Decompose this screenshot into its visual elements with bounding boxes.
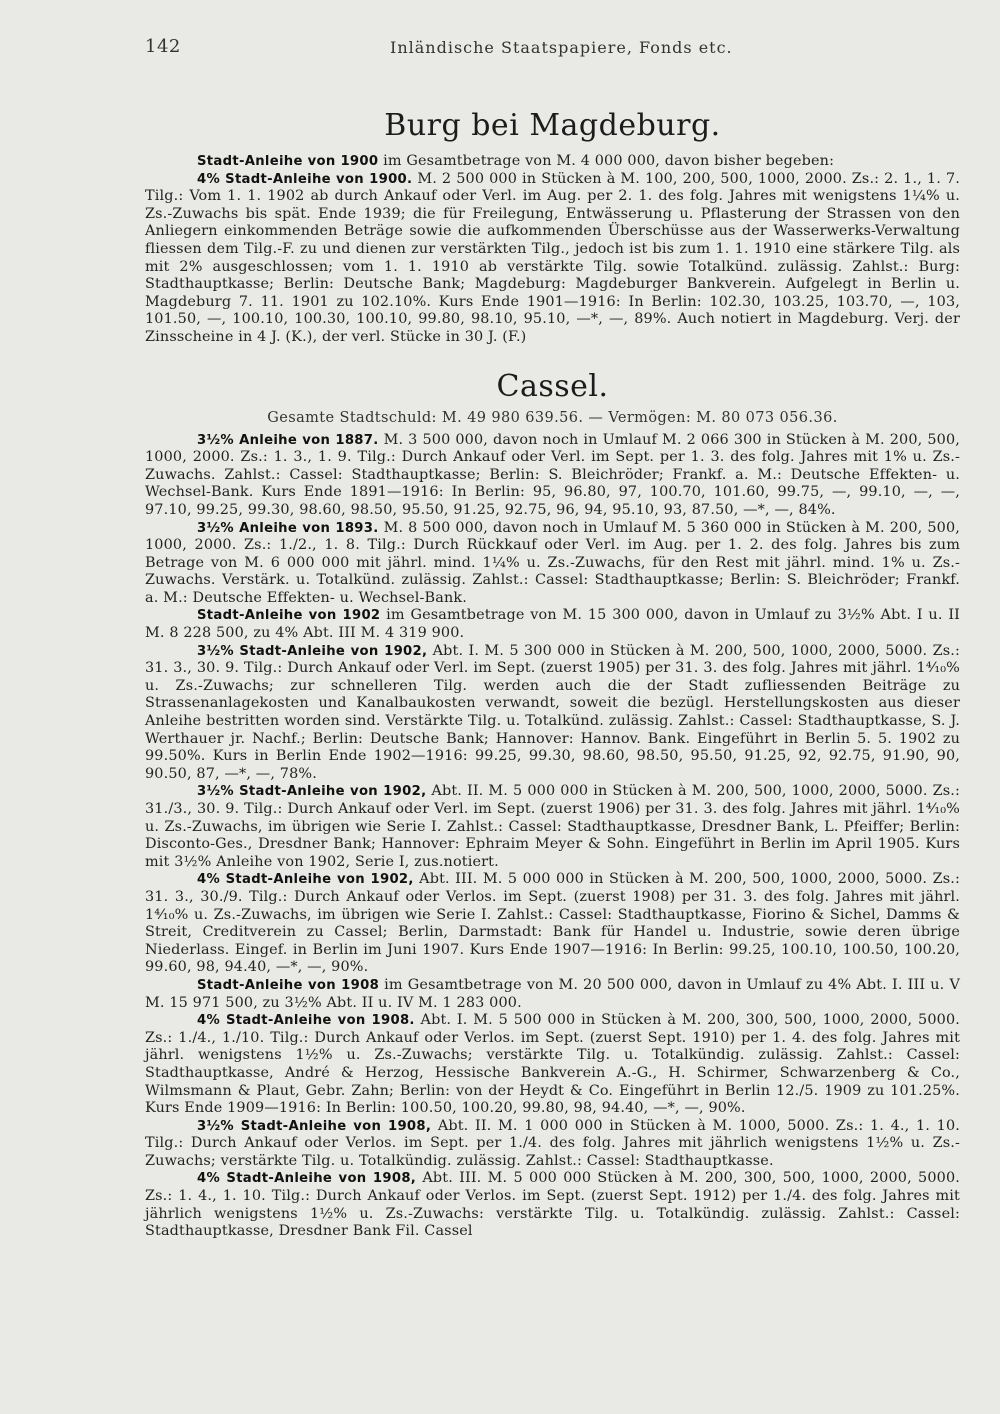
entry-text: M. 2 500 000 in Stücken à M. 100, 200, 500, 1000, 2000. Zs.: 2. 1., 1. 7. Tilg.: Vom 1. 1. 1902 ab durch Ankauf oder Verl. im Aug. per 2. 1. des folg. Jahres mit wenigstens 1¼% u. Zs.-Zuwachs bis spät. Ende 1939; die für Freilegung, Entwässerung u. Pflasterung der Strassen von den Anliegern einkommenden Beträge sowie die aufkommenden Überschüsse aus der Wasserwerks-Verwaltung fliessen dem Tilg.-F. zu und dienen zur verstärkten Tilg., jedoch ist bis zum 1. 1. 1910 eine stärkere Tilg. als mit 2% ausgeschlossen; vom 1. 1. 1910 ab verstärkte Tilg. sowie Totalkünd. zulässig. Zahlst.: Burg: Stadthauptkasse; Berlin: Deutsche Bank; Magdeburg: Magdeburger Bankverein. Aufgelegt in Berlin u. Magdeburg 7. 11. 1901 zu 102.10%. Kurs Ende 1901—1916: In Berlin: 102.30, 103.25, 103.70, —, 103, 101.50, —, 100.10, 100.30, 100.10, 99.80, 98.10, 95.10, —*, —, 89%. Auch notiert in Magdeburg. Verj. der Zinsscheine in 4 J. (K.), der verl. Stücke in 30 J. (F.) <box>145 170 960 345</box>
entry-heading: 3½% Anleihe von 1893. <box>197 520 379 536</box>
entry-heading: 4% Stadt-Anleihe von 1908, <box>197 1171 417 1187</box>
entry-paragraph <box>145 977 960 1012</box>
entry-heading: 3½% Stadt-Anleihe von 1902, <box>197 784 427 800</box>
entry-text: Abt. II. M. 1 000 000 in Stücken à M. 1000, 5000. Zs.: 1. 4., 1. 10. Tilg.: Durch Ankauf oder Verlos. im Sept. per 1./4. des folg. Jahres mit jährlich wenigstens 1½% u. Zs.-Zuwachs; verstärkte Tilg. u. Totalkündig. zulässig. Zahlst.: Cassel: Stadthauptkasse. <box>145 1117 960 1169</box>
entry-heading: 4% Stadt-Anleihe von 1900. <box>197 171 413 187</box>
entry-heading: Stadt-Anleihe von 1908 <box>197 977 380 993</box>
entry-heading: Stadt-Anleihe von 1900 <box>197 154 379 169</box>
entry-paragraph <box>145 1012 960 1118</box>
entry-text: M. 8 500 000, davon noch in Umlauf M. 5 360 000 in Stücken à M. 200, 500, 1000, 2000. Zs.: 1./2., 1. 8. Tilg.: Durch Rückkauf oder Verl. im Aug. per 1. 2. des folg. Jahres bis zum Betrage von M. 6 000 000 mit jährl. mind. 1¼% u. Zs.-Zuwachs, für den Rest mit jährl. mind. 1% u. Zs.-Zuwachs. Verstärk. u. Totalkünd. zulässig. Zahlst.: Cassel: Stadthauptkasse; Berlin: S. Bleichröder; Frankf. a. M.: Deutsche Effekten- u. Wechsel-Bank. <box>145 519 960 606</box>
entry-paragraph <box>145 520 960 608</box>
entry-heading: 3½% Anleihe von 1887. <box>197 432 379 448</box>
entry-text: im Gesamtbetrage von M. 15 300 000, davon in Umlauf zu 3½% Abt. I u. II M. 8 228 500, zu 4% Abt. III M. 4 319 900. <box>145 607 960 642</box>
entry-text: Abt. III. M. 5 000 000 in Stücken à M. 200, 500, 1000, 2000, 5000. Zs.: 31. 3., 30./9. Tilg.: Durch Ankauf oder Verlos. im Sept. (zuerst 1908) per 31. 3. des folg. Jahres mit jährl. 1⁴⁄₁₀% u. Zs.-Zuwachs, im übrigen wie Serie I. Zahlst.: Cassel: Stadthauptkasse, Fiorino & Sichel, Damms & Streit, Creditverein zu Cassel; Berlin, Darmstadt: Bank für Handel u. Industrie, sowie deren übrige Niederlass. Eingef. in Berlin im Juni 1907. Kurs Ende 1907—1916: In Berlin: 99.25, 100.10, 100.50, 100.20, 99.60, 98, 94.40, —*, —, 90%. <box>145 871 960 976</box>
entry-paragraph <box>145 643 960 784</box>
entry-paragraph <box>145 153 960 171</box>
entry-text: im Gesamtbetrage von M. 20 500 000, davon in Umlauf zu 4% Abt. I. III u. V M. 15 971 500, zu 3½% Abt. II u. IV M. 1 283 000. <box>145 976 960 1011</box>
section-title-cassel: Cassel. <box>496 368 609 404</box>
page-number: 142 <box>145 36 181 57</box>
entry-text: M. 3 500 000, davon noch in Umlauf M. 2 066 300 in Stücken à M. 200, 500, 1000, 2000. Zs.: 1. 3., 1. 9. Tilg.: Durch Ankauf oder Verl. im Sept. per 1. 3. des folg. Jahres mit 1% u. Zs.-Zuwachs. Zahlst.: Cassel: Stadthauptkasse; Berlin: S. Bleichröder; Frankf. a. M.: Deutsche Effekten- u. Wechsel-Bank. Kurs Ende 1891—1916: In Berlin: 95, 96.80, 97, 100.70, 101.60, 99.75, —, 99.10, —, —, 97.10, 99.25, 99.30, 98.60, 98.50, 95.50, 91.25, 92.75, 96, 94, 95.10, 93, 87.50, —*, —, 84%. <box>145 431 960 518</box>
entry-heading: 4% Stadt-Anleihe von 1908. <box>197 1013 415 1029</box>
entry-text: Abt. II. M. 5 000 000 in Stücken à M. 200, 500, 1000, 2000, 5000. Zs.: 31./3., 30. 9. Tilg.: Durch Ankauf oder Verl. im Sept. (zuerst 1906) per 31. 3. des folg. Jahres mit jährl. 1⁴⁄₁₀% u. Zs.-Zuwachs, im übrigen wie Serie I. Zahlst.: Cassel: Stadthauptkasse, Dresdner Bank, L. Pfeiffer; Berlin: Disconto-Ges., Dresdner Bank; Hannover: Ephraim Meyer & Sohn. Eingeführt in Berlin im April 1905. Kurs mit 3½% Anleihe von 1902, Serie I, zus.notiert. <box>145 783 960 870</box>
entry-paragraph <box>145 607 960 642</box>
running-header <box>145 30 960 58</box>
entry-text: im Gesamtbetrage von M. 4 000 000, davon bisher begeben: <box>378 153 835 169</box>
entry-heading: Stadt-Anleihe von 1902 <box>197 608 381 624</box>
entry-paragraph <box>145 432 960 520</box>
entry-text: Abt. III. M. 5 000 000 Stücken à M. 200, 300, 500, 1000, 2000, 5000. Zs.: 1. 4., 1. 10. Tilg.: Durch Ankauf oder Verlos. im Sept. (zuerst Sept. 1912) per 1./4. des folg. Jahres mit jährlich wenigstens 1½% u. Zs.-Zuwachs: verstärkte Tilg. u. Totalkündig. zulässig. Zahlst.: Cassel: Stadthauptkasse, Dresdner Bank Fil. Cassel <box>145 1170 960 1240</box>
entry-text: Abt. I. M. 5 500 000 in Stücken à M. 200, 300, 500, 1000, 2000, 5000. Zs.: 1./4., 1./10. Tilg.: Durch Ankauf oder Verlos. im Sept. (zuerst Sept. 1910) per 1. 4. des folg. Jahres mit jährl. wenigstens 1½% u. Zs.-Zuwachs; verstärkte Tilg. u. Totalkündig. zulässig. Zahlst.: Cassel: Stadthauptkasse, André & Herzog, Hessische Bankverein A.-G., H. Schirmer, Schwarzenberg & Co., Wilmsmann & Plaut, Gebr. Zahn; Berlin: von der Heydt & Co. Eingeführt in Berlin 12./5. 1909 zu 101.25%. Kurs Ende 1909—1916: In Berlin: 100.50, 100.20, 99.80, 98, 94.40, —*, —, 90%. <box>145 1012 960 1117</box>
entry-paragraph <box>145 871 960 977</box>
entry-paragraph <box>145 171 960 347</box>
entry-paragraph <box>145 783 960 871</box>
section-title-burg: Burg bei Magdeburg. <box>384 108 721 143</box>
running-title: Inländische Staatspapiere, Fonds etc. <box>390 38 733 57</box>
entry-heading: 4% Stadt-Anleihe von 1902, <box>197 872 414 888</box>
entry-paragraph <box>145 1118 960 1171</box>
entry-text: Abt. I. M. 5 300 000 in Stücken à M. 200, 500, 1000, 2000, 5000. Zs.: 31. 3., 30. 9. Tilg.: Durch Ankauf oder Verl. im Sept. (zuerst 1905) per 31. 3. des folg. Jahres mit jährl. 1⁴⁄₁₀% u. Zs.-Zuwachs; zur schnelleren Tilg. werden auch die der Stadt zufliessenden Beiträge zu Strassenanlagekosten und Kanalbaukosten verwandt, soweit die bezügl. Herstellungskosten aus dieser Anleihe bestritten worden sind. Verstärkte Tilg. u. Totalkünd. zulässig. Zahlst.: Cassel: Stadthauptkasse, S. J. Werthauer jr. Nachf.; Berlin: Deutsche Bank; Hannover: Hannov. Bank. Eingeführt in Berlin 5. 5. 1902 zu 99.50%. Kurs in Berlin Ende 1902—1916: 99.25, 99.30, 98.60, 98.50, 95.50, 91.25, 92, 92.75, 91.90, 90, 90.50, 87, —*, —, 78%. <box>145 642 960 782</box>
entry-heading: 3½% Stadt-Anleihe von 1902, <box>197 643 428 659</box>
debt-summary: Gesamte Stadtschuld: M. 49 980 639.56. — Vermögen: M. 80 073 056.36. <box>267 409 838 426</box>
entry-heading: 3½% Stadt-Anleihe von 1908, <box>197 1118 432 1134</box>
entry-paragraph <box>145 1170 960 1240</box>
